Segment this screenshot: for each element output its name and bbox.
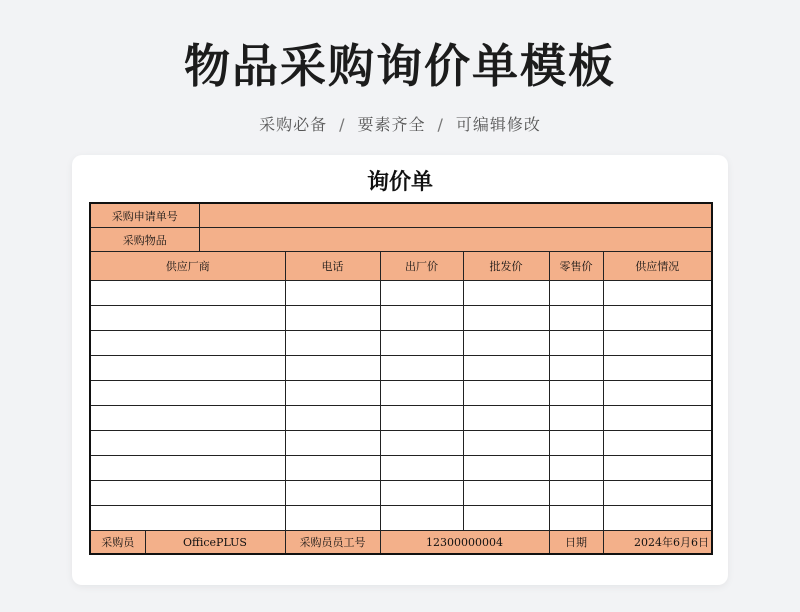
factory-price-cell[interactable] (380, 281, 463, 306)
supply-status-cell[interactable] (603, 431, 712, 456)
retail-price-cell[interactable] (549, 431, 603, 456)
phone-cell[interactable] (285, 456, 380, 481)
supply-status-cell[interactable] (603, 306, 712, 331)
phone-cell[interactable] (285, 431, 380, 456)
col-header-factory-price: 出厂价 (380, 252, 463, 281)
wholesale-price-cell[interactable] (463, 481, 549, 506)
wholesale-price-cell[interactable] (463, 381, 549, 406)
item-field[interactable] (199, 228, 712, 252)
employee-id-value[interactable]: 12300000004 (380, 531, 549, 555)
table-row (90, 381, 712, 406)
supply-status-cell[interactable] (603, 406, 712, 431)
tag-3: 可编辑修改 (455, 115, 541, 134)
table-row (90, 456, 712, 481)
phone-cell[interactable] (285, 506, 380, 531)
supplier-cell[interactable] (90, 456, 285, 481)
wholesale-price-cell[interactable] (463, 306, 549, 331)
request-number-field[interactable] (199, 203, 712, 228)
supply-status-cell[interactable] (603, 331, 712, 356)
form-card (72, 155, 728, 585)
item-label: 采购物品 (90, 228, 199, 252)
page-title: 物品采购询价单模板 (184, 39, 616, 93)
date-label: 日期 (549, 531, 603, 555)
table-row (90, 431, 712, 456)
table-row (90, 306, 712, 331)
supply-status-cell[interactable] (603, 281, 712, 306)
table-row (90, 281, 712, 306)
buyer-value[interactable]: OfficePLUS (145, 531, 285, 555)
retail-price-cell[interactable] (549, 306, 603, 331)
tag-separator: / (437, 115, 444, 134)
phone-cell[interactable] (285, 481, 380, 506)
supplier-cell[interactable] (90, 281, 285, 306)
info-row-item (90, 228, 712, 252)
retail-price-cell[interactable] (549, 456, 603, 481)
supply-status-cell[interactable] (603, 381, 712, 406)
factory-price-cell[interactable] (380, 456, 463, 481)
request-number-label: 采购申请单号 (90, 203, 199, 228)
retail-price-cell[interactable] (549, 281, 603, 306)
col-header-supplier: 供应厂商 (90, 252, 285, 281)
supplier-cell[interactable] (90, 356, 285, 381)
buyer-label: 采购员 (90, 531, 145, 555)
wholesale-price-cell[interactable] (463, 406, 549, 431)
factory-price-cell[interactable] (380, 381, 463, 406)
wholesale-price-cell[interactable] (463, 506, 549, 531)
factory-price-cell[interactable] (380, 331, 463, 356)
supplier-cell[interactable] (90, 331, 285, 356)
wholesale-price-cell[interactable] (463, 331, 549, 356)
phone-cell[interactable] (285, 306, 380, 331)
supply-status-cell[interactable] (603, 506, 712, 531)
factory-price-cell[interactable] (380, 431, 463, 456)
col-header-retail-price: 零售价 (549, 252, 603, 281)
retail-price-cell[interactable] (549, 381, 603, 406)
form-title: 询价单 (366, 169, 433, 195)
subtitle-tags (0, 112, 800, 135)
phone-cell[interactable] (285, 331, 380, 356)
factory-price-cell[interactable] (380, 506, 463, 531)
supply-status-cell[interactable] (603, 356, 712, 381)
factory-price-cell[interactable] (380, 306, 463, 331)
employee-id-label: 采购员员工号 (285, 531, 380, 555)
table-row (90, 331, 712, 356)
table-row (90, 481, 712, 506)
wholesale-price-cell[interactable] (463, 356, 549, 381)
tag-2: 要素齐全 (357, 115, 426, 134)
table-row (90, 406, 712, 431)
col-header-wholesale-price: 批发价 (463, 252, 549, 281)
col-header-supply-status: 供应情况 (603, 252, 712, 281)
retail-price-cell[interactable] (549, 406, 603, 431)
info-row-request-number (90, 203, 712, 228)
col-header-phone: 电话 (285, 252, 380, 281)
table-row (90, 506, 712, 531)
retail-price-cell[interactable] (549, 331, 603, 356)
phone-cell[interactable] (285, 406, 380, 431)
wholesale-price-cell[interactable] (463, 456, 549, 481)
supply-status-cell[interactable] (603, 481, 712, 506)
tag-1: 采购必备 (259, 115, 328, 134)
wholesale-price-cell[interactable] (463, 281, 549, 306)
date-value[interactable]: 2024年6月6日 (603, 531, 712, 555)
factory-price-cell[interactable] (380, 356, 463, 381)
supplier-cell[interactable] (90, 306, 285, 331)
phone-cell[interactable] (285, 381, 380, 406)
footer-row (90, 531, 712, 555)
inquiry-table (89, 202, 713, 555)
wholesale-price-cell[interactable] (463, 431, 549, 456)
supplier-cell[interactable] (90, 431, 285, 456)
phone-cell[interactable] (285, 356, 380, 381)
factory-price-cell[interactable] (380, 406, 463, 431)
supplier-cell[interactable] (90, 406, 285, 431)
retail-price-cell[interactable] (549, 356, 603, 381)
phone-cell[interactable] (285, 281, 380, 306)
supplier-cell[interactable] (90, 481, 285, 506)
supplier-cell[interactable] (90, 381, 285, 406)
tag-separator: / (339, 115, 346, 134)
retail-price-cell[interactable] (549, 481, 603, 506)
retail-price-cell[interactable] (549, 506, 603, 531)
factory-price-cell[interactable] (380, 481, 463, 506)
supplier-cell[interactable] (90, 506, 285, 531)
column-header-row (90, 252, 712, 281)
table-row (90, 356, 712, 381)
supply-status-cell[interactable] (603, 456, 712, 481)
